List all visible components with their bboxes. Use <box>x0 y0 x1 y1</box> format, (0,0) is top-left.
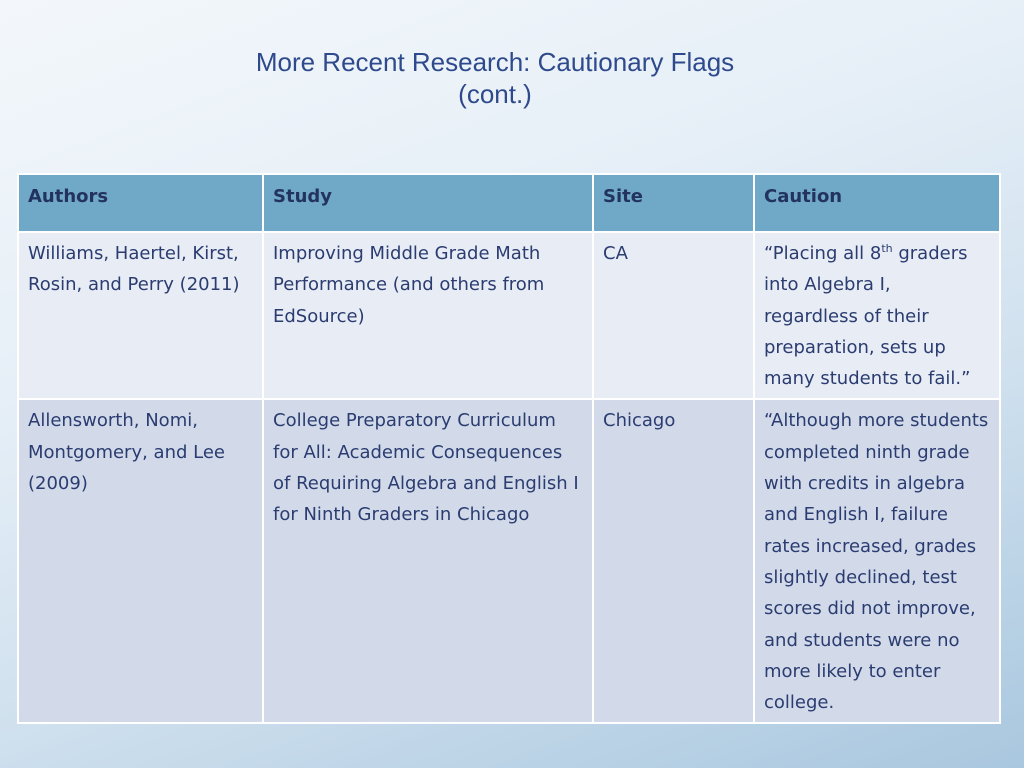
cell-site: CA <box>593 232 754 399</box>
cell-study: Improving Middle Grade Math Performance (and others from EdSource) <box>263 232 593 399</box>
table-row <box>18 232 1000 399</box>
cell-authors: Williams, Haertel, Kirst, Rosin, and Perry (2011) <box>18 232 263 399</box>
table-header-row <box>18 174 1000 232</box>
header-site: Site <box>593 174 754 232</box>
cell-caution: “Although more students completed ninth grade with credits in algebra and English I, failure rates increased, grades slightly declined, test scores did not improve, and students were no more likely to enter college. <box>754 399 1000 723</box>
cell-authors: Allensworth, Nomi, Montgomery, and Lee (2009) <box>18 399 263 723</box>
header-authors: Authors <box>18 174 263 232</box>
slide-title-line-2: (cont.) <box>458 79 532 109</box>
header-caution: Caution <box>754 174 1000 232</box>
header-study: Study <box>263 174 593 232</box>
slide-title <box>0 46 990 110</box>
cell-study: College Preparatory Curriculum for All: Academic Consequences of Requiring Algebra and English I for Ninth Graders in Chicago <box>263 399 593 723</box>
caution-text-start: “Placing all 8 <box>764 243 882 264</box>
caution-text-end: graders into Algebra I, regardless of their preparation, sets up many students to fail.” <box>764 243 971 390</box>
cell-site: Chicago <box>593 399 754 723</box>
table-row <box>18 399 1000 723</box>
caution-superscript: th <box>881 242 893 255</box>
research-table <box>17 173 1001 724</box>
cell-caution <box>754 232 1000 399</box>
slide-title-line-1: More Recent Research: Cautionary Flags <box>255 47 735 77</box>
